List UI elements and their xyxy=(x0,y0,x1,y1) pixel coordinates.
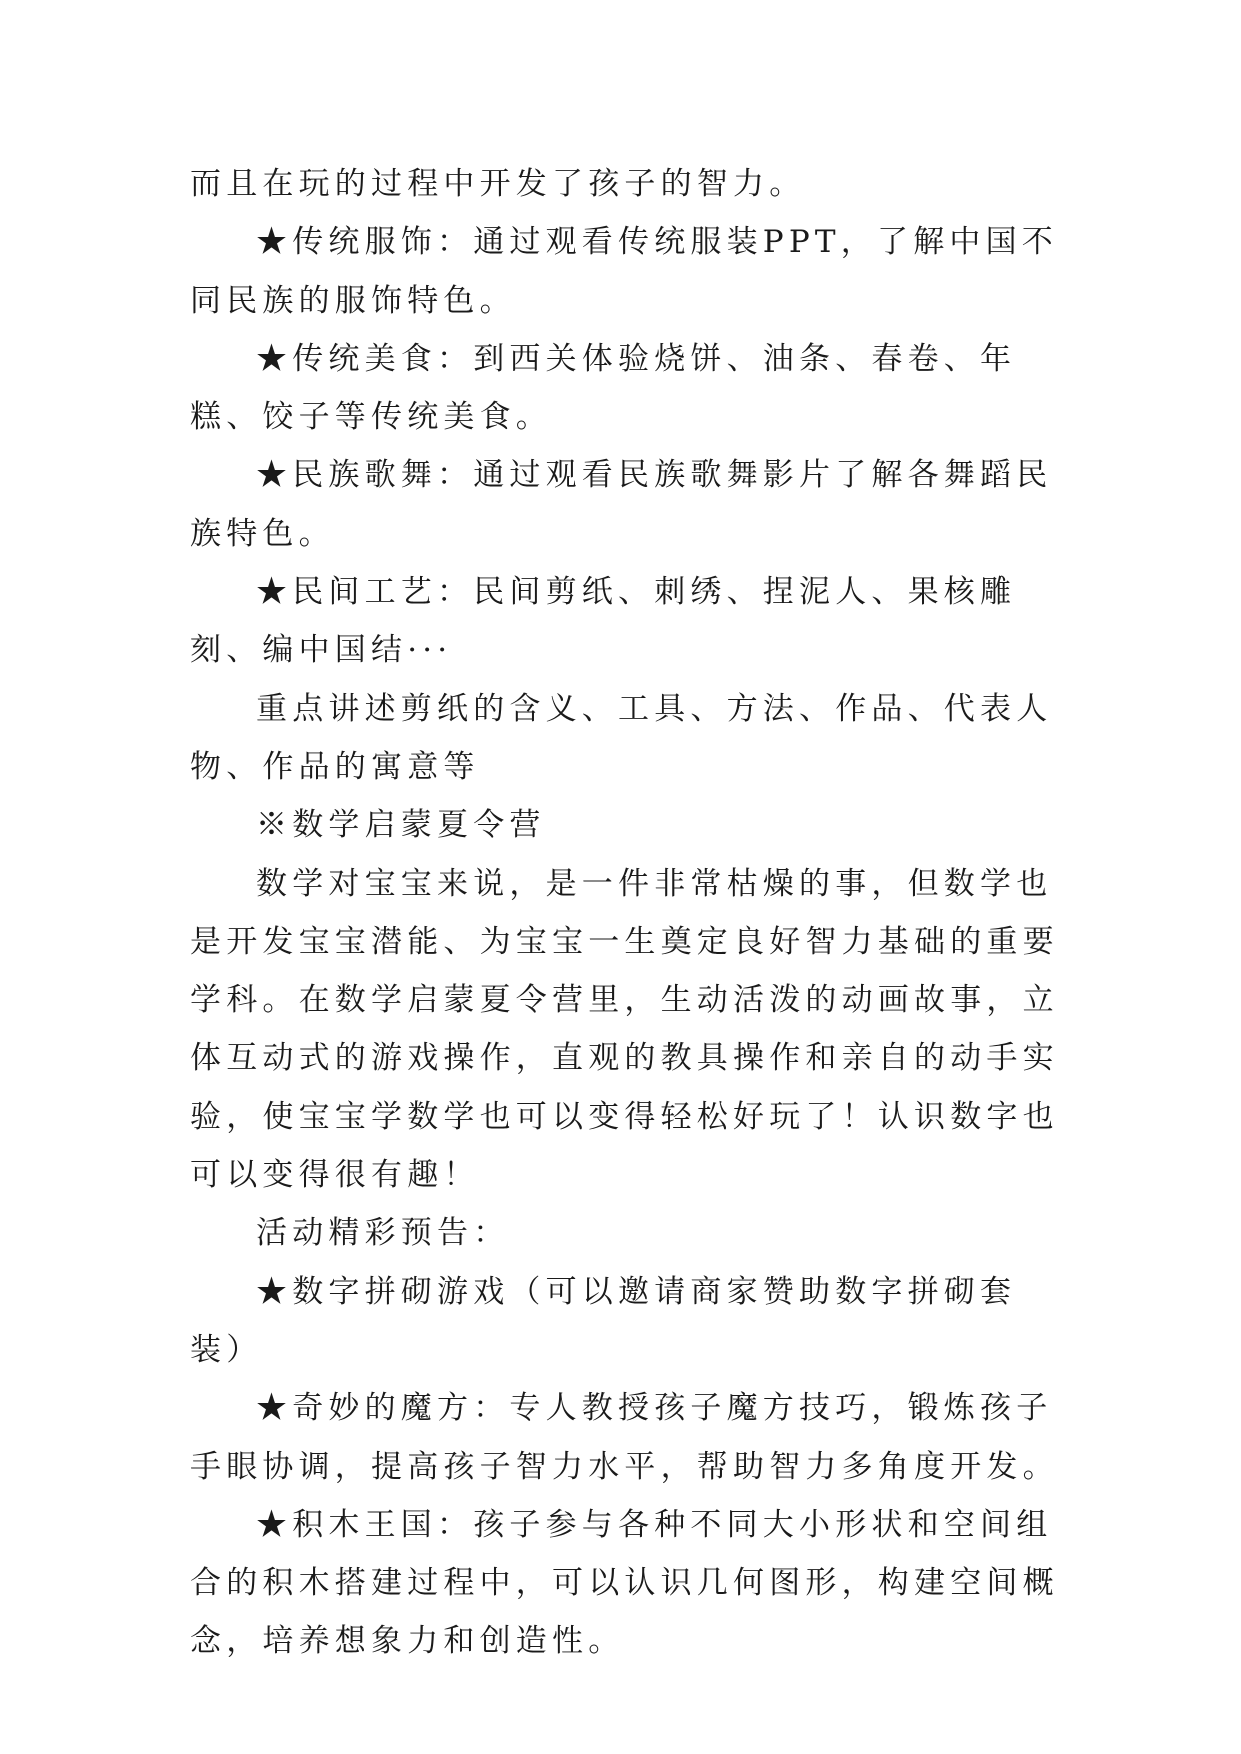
paragraph-continuation: 而且在玩的过程中开发了孩子的智力。 xyxy=(190,166,806,202)
paragraph-activity-preview-label: 活动精彩预告： xyxy=(256,1215,510,1252)
paragraph-ethnic-song-dance: ★民族歌舞：通过观看民族歌舞影片了解各舞蹈民族特色。 xyxy=(190,457,1053,552)
paragraph-rubiks-cube: ★奇妙的魔方：专人教授孩子魔方技巧，锻炼孩子手眼协调，提高孩子智力水平，帮助智力多角度开发。 xyxy=(190,1390,1059,1485)
paragraph-number-puzzle: ★数字拼砌游戏（可以邀请商家赞助数字拼砌套装） xyxy=(190,1273,1017,1368)
paragraph-building-blocks: ★积木王国：孩子参与各种不同大小形状和空间组合的积木搭建过程中，可以认识几何图形，构建空间概念，培养想象力和创造性。 xyxy=(190,1506,1059,1660)
paragraph-paper-cutting-focus: 重点讲述剪纸的含义、工具、方法、作品、代表人物、作品的寓意等 xyxy=(190,690,1053,785)
document-body xyxy=(190,155,1070,1671)
paragraph-math-intro: 数学对宝宝来说，是一件非常枯燥的事，但数学也是开发宝宝潜能、为宝宝一生奠定良好智力基础的重要学科。在数学启蒙夏令营里，生动活泼的动画故事，立体互动式的游戏操作，直观的教具操作和亲自的动手实验，使宝宝学数学也可以变得轻松好玩了！认识数字也可以变得很有趣！ xyxy=(190,865,1059,1194)
paragraph-folk-craft: ★民间工艺：民间剪纸、刺绣、捏泥人、果核雕刻、编中国结··· xyxy=(190,574,1017,669)
section-heading-math-camp: ※数学启蒙夏令营 xyxy=(256,807,546,844)
paragraph-traditional-food: ★传统美食：到西关体验烧饼、油条、春卷、年糕、饺子等传统美食。 xyxy=(190,340,1017,436)
paragraph-traditional-clothing: ★传统服饰：通过观看传统服装PPT，了解中国不同民族的服饰特色。 xyxy=(190,224,1058,319)
